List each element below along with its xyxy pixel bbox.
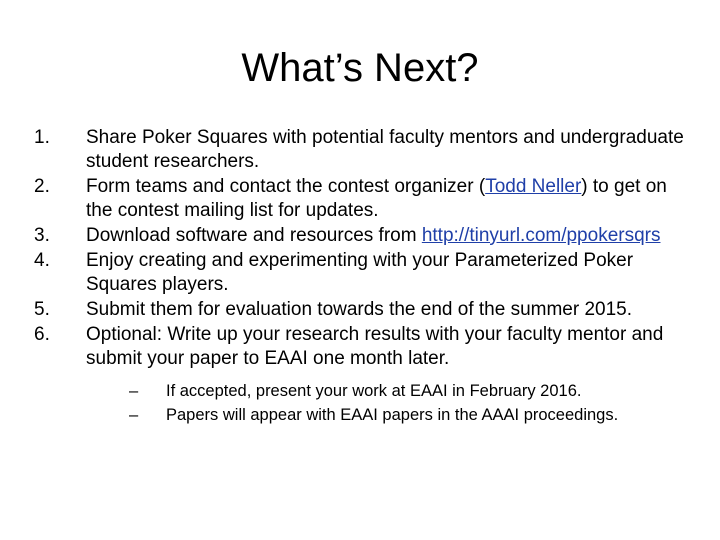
item-number: 5. <box>34 299 50 320</box>
dash-bullet: – <box>129 406 139 424</box>
list-item <box>34 175 684 223</box>
list-item <box>34 323 684 427</box>
item-number: 1. <box>34 127 50 148</box>
list-item <box>34 298 684 322</box>
list-item <box>34 224 684 248</box>
item-number: 3. <box>34 225 50 246</box>
item-text <box>86 176 667 221</box>
organizer-link[interactable]: Todd Neller <box>485 176 582 197</box>
sub-item-text: If accepted, present your work at EAAI in February 2016. <box>166 382 582 400</box>
slide-title: What’s Next? <box>241 46 479 90</box>
sub-list-item <box>86 379 684 403</box>
sub-list <box>86 379 684 427</box>
sub-list-item <box>86 403 684 427</box>
item-number: 4. <box>34 250 50 271</box>
dash-bullet: – <box>129 382 139 400</box>
item-text-before: Form teams and contact the contest organizer ( <box>86 176 486 197</box>
item-text: Share Poker Squares with potential faculty mentors and undergraduate student researchers. <box>86 127 684 172</box>
item-text: Submit them for evaluation towards the end of the summer 2015. <box>86 299 633 320</box>
item-text: Optional: Write up your research results with your faculty mentor and submit your paper to EAAI one month later. <box>86 324 664 369</box>
item-text-before: Download software and resources from <box>86 225 422 246</box>
item-text: Enjoy creating and experimenting with your Parameterized Poker Squares players. <box>86 250 634 295</box>
item-text-after: ) to get on the contest mailing list for updates. <box>86 176 667 221</box>
item-text <box>86 225 660 246</box>
list-item <box>34 126 684 174</box>
next-steps-list <box>34 126 684 428</box>
resources-link[interactable]: http://tinyurl.com/ppokersqrs <box>421 225 661 246</box>
item-number: 6. <box>34 324 50 345</box>
list-item <box>34 249 684 297</box>
item-number: 2. <box>34 176 50 197</box>
sub-item-text: Papers will appear with EAAI papers in the AAAI proceedings. <box>166 406 619 424</box>
